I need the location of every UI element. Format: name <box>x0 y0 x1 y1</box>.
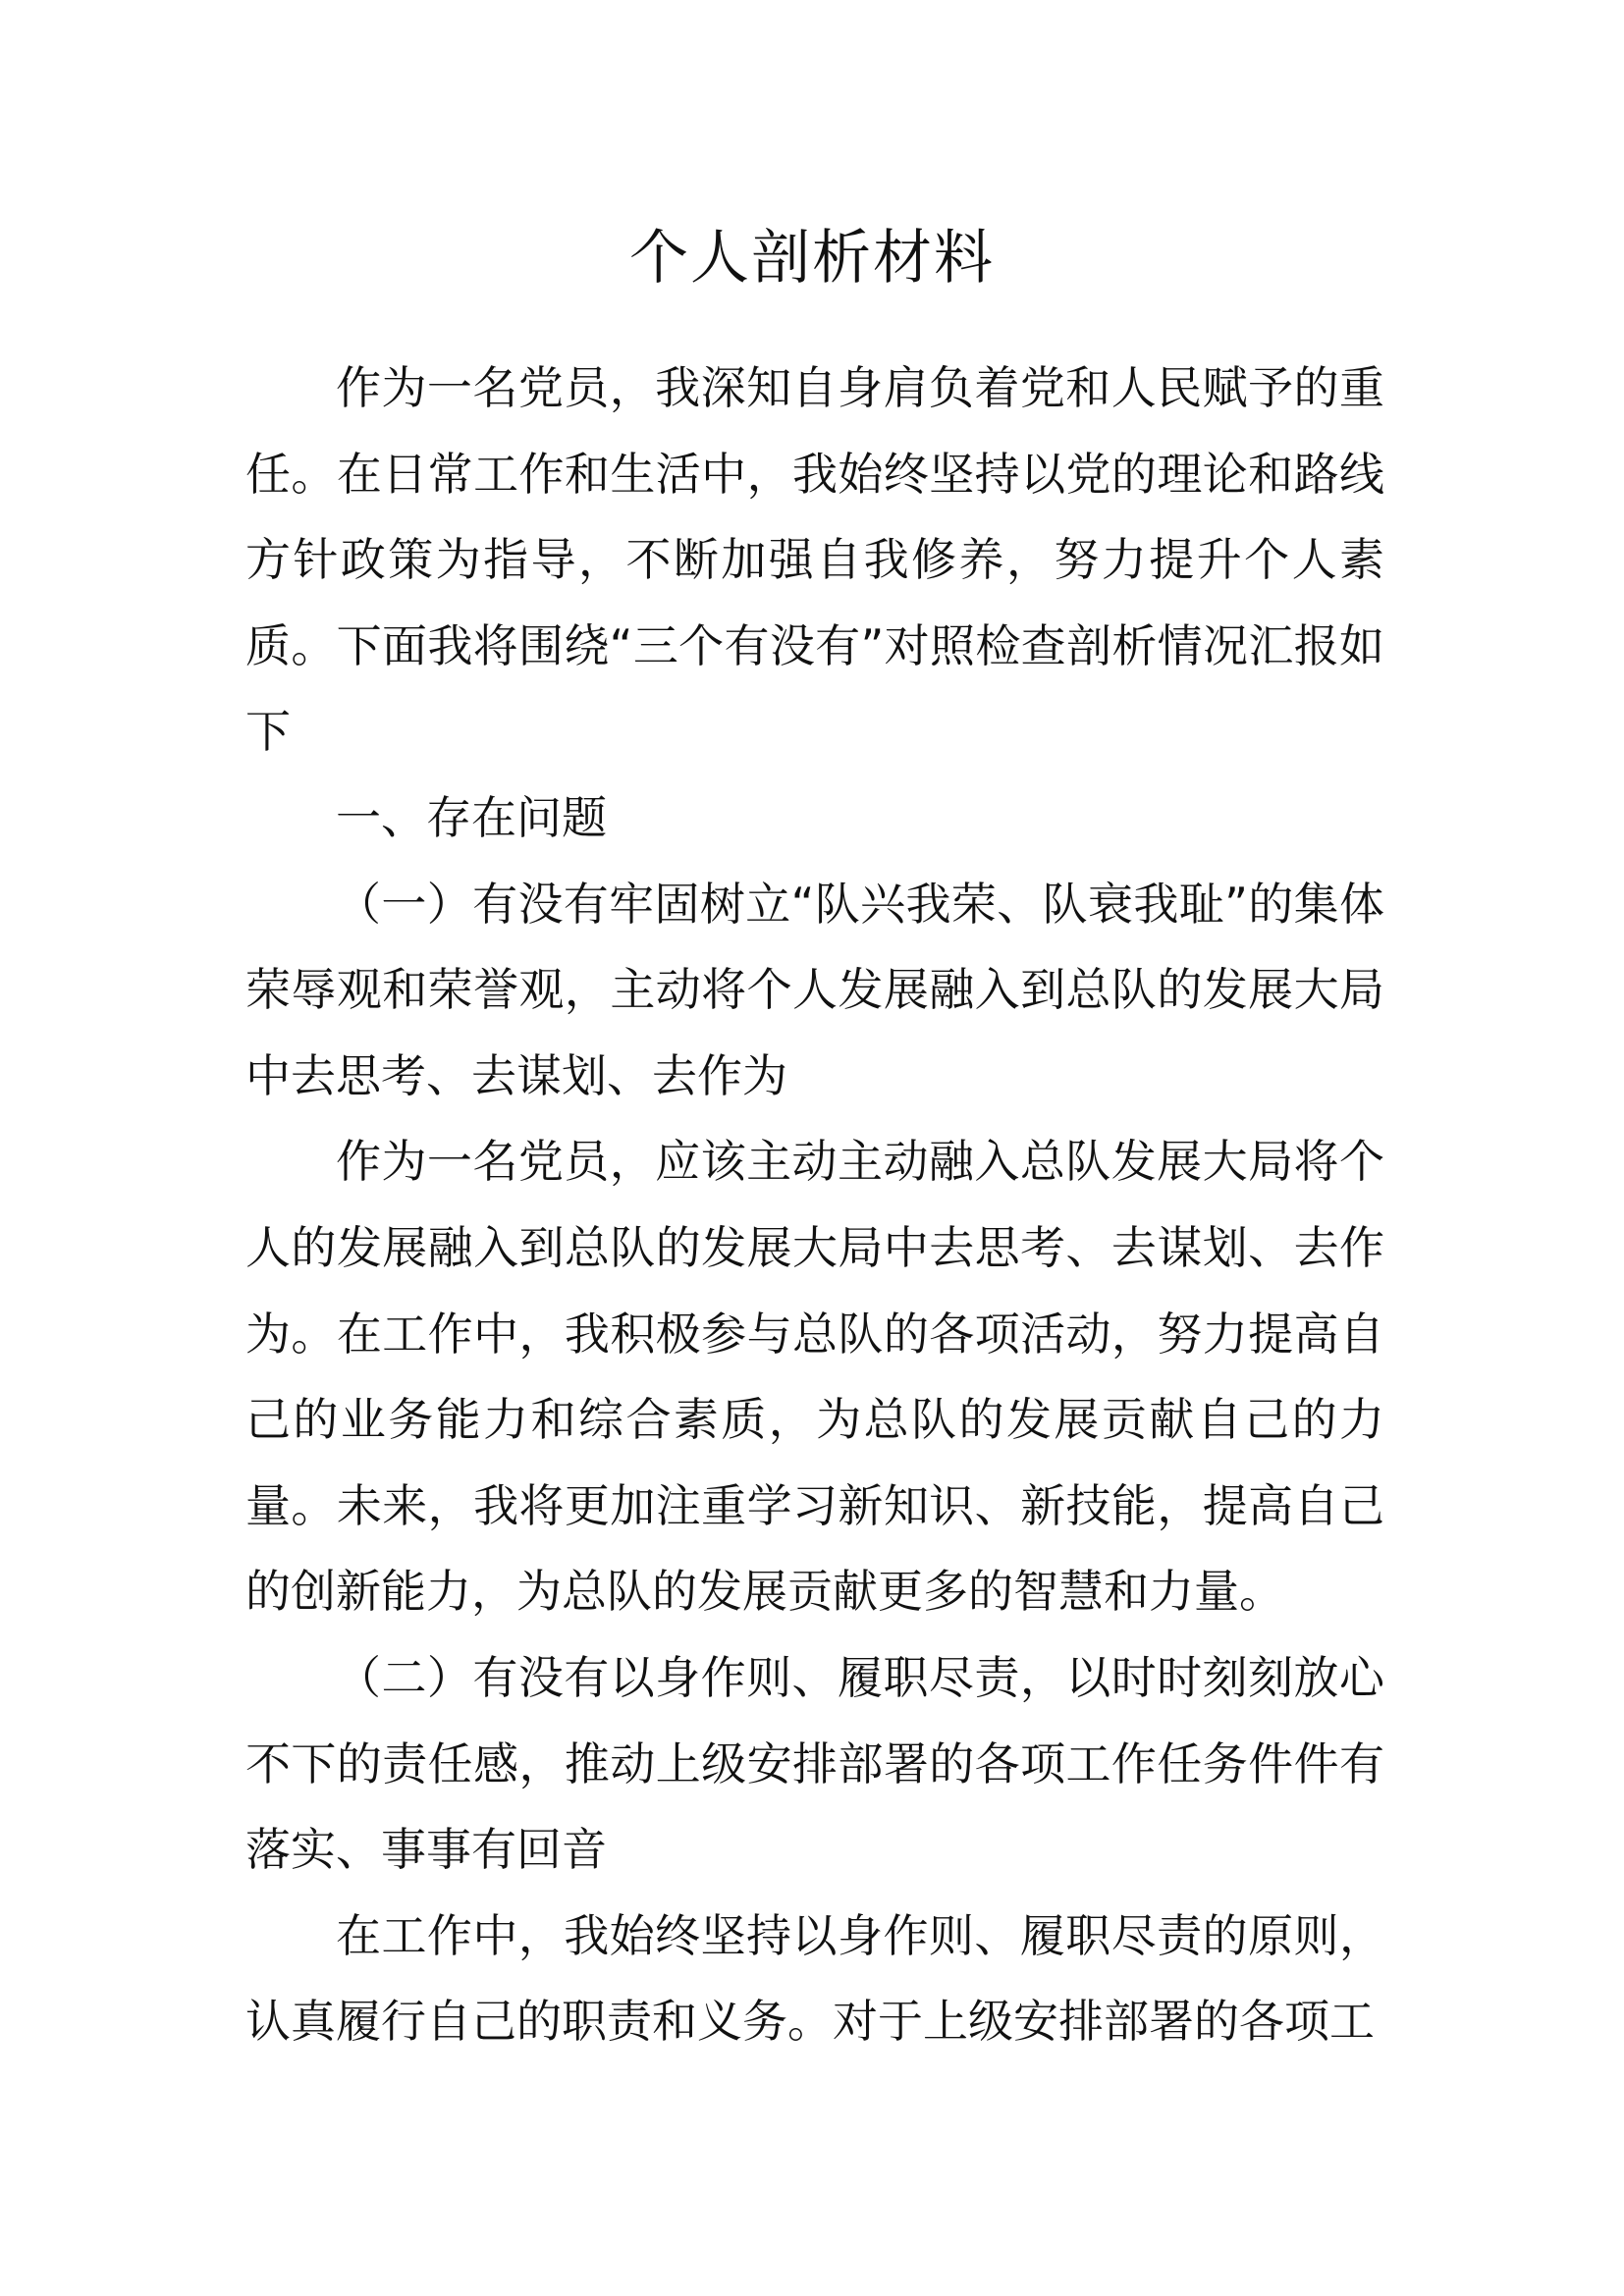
paragraph-2: 在工作中，我始终坚持以身作则、履职尽责的原则，认真履行自己的职责和义务。对于上级安排部署的各项工 <box>245 1908 1384 2049</box>
paragraph-intro: 作为一名党员，我深知自身肩负着党和人民赋予的重任。在日常工作和生活中，我始终坚持以党的理论和路线方针政策为指导，不断加强自我修养，努力提升个人素质。下面我将围绕“三个有没有”对照检查剖析情况汇报如下 <box>245 361 1384 759</box>
subheading-1: （一）有没有牢固树立“队兴我荣、队衰我耻”的集体荣辱观和荣誉观，主动将个人发展融入到总队的发展大局中去思考、去谋划、去作为 <box>245 877 1384 1102</box>
document-title: 个人剖析材料 <box>629 224 995 293</box>
paragraph-1: 作为一名党员，应该主动主动融入总队发展大局将个人的发展融入到总队的发展大局中去思考、去谋划、去作为。在工作中，我积极参与总队的各项活动，努力提高自己的业务能力和综合素质，为总队的发展贡献自己的力量。未来，我将更加注重学习新知识、新技能，提高自己的创新能力，为总队的发展贡献更多的智慧和力量。 <box>245 1135 1384 1619</box>
section-heading-problems: 一、存在问题 <box>336 790 607 844</box>
subheading-2: （二）有没有以身作则、履职尽责，以时时刻刻放心不下的责任感，推动上级安排部署的各项工作任务件件有落实、事事有回音 <box>245 1650 1384 1877</box>
document-body <box>245 346 1384 2065</box>
